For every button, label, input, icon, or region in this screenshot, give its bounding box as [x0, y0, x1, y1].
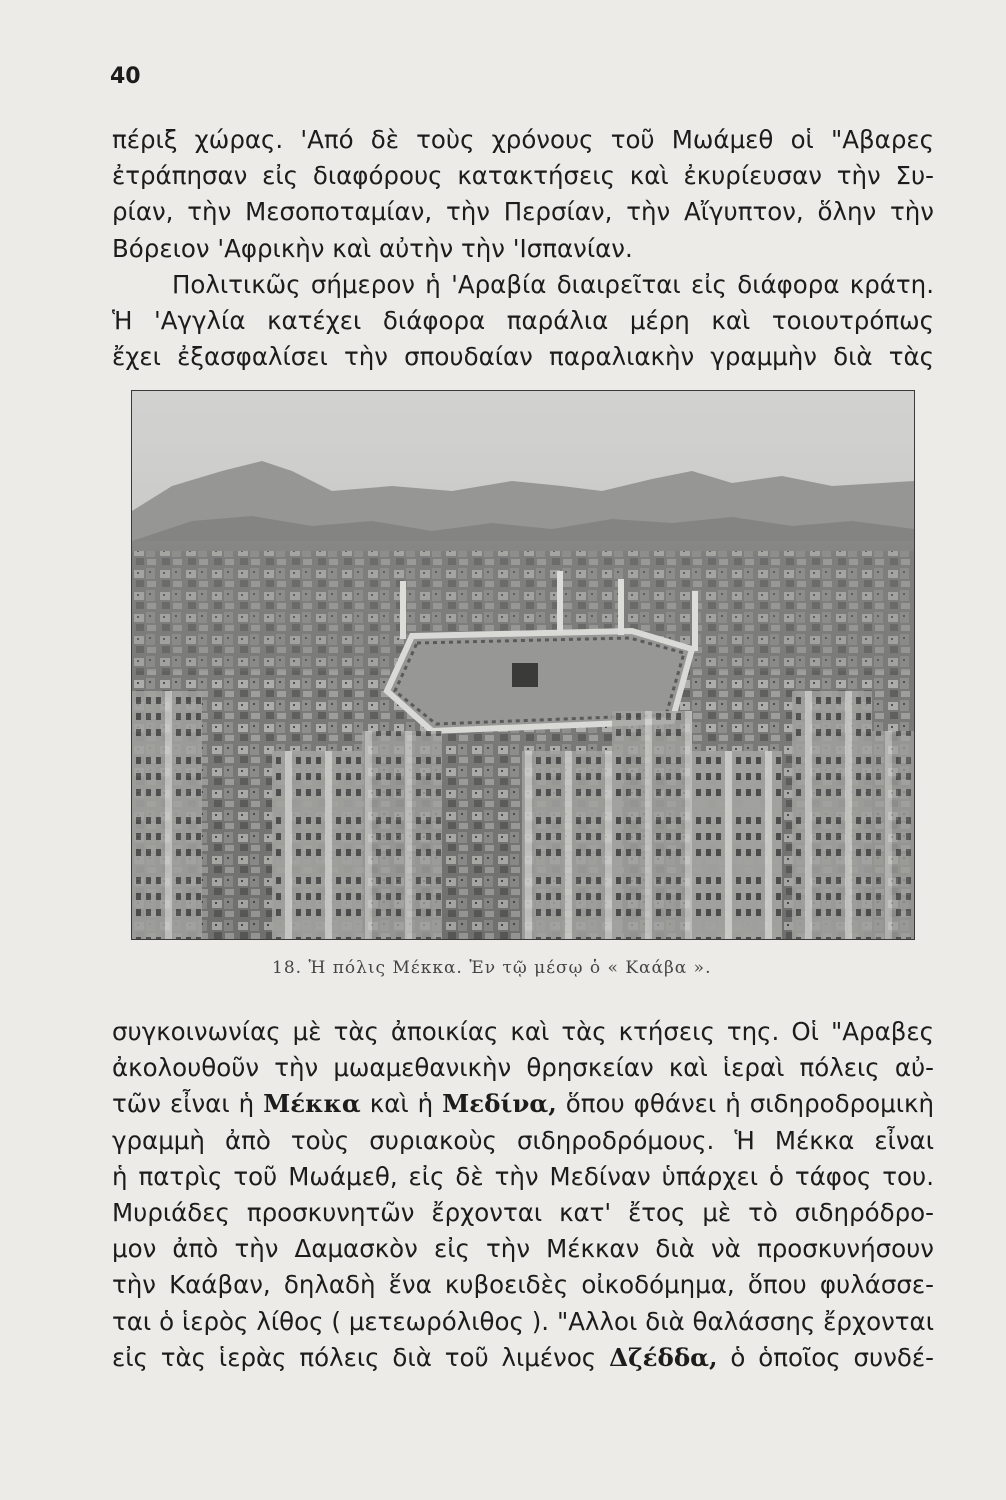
text-line: Ἡ 'Αγγλία κατέχει διάφορα παράλια μέρη καὶ τοιουτρόπως [112, 305, 934, 335]
place-name-medina: Μεδίνα, [442, 1089, 557, 1119]
text-line: γραμμὴ ἀπὸ τοὺς συριακοὺς σιδηροδρόμους. Ἡ Μέκκα εἶναι [112, 1125, 934, 1155]
place-name-jeddah: Δζέδδα, [609, 1342, 718, 1372]
text-line: ται ὁ ἱερὸς λίθος ( μετεωρόλιθος ). "Αλλοι διὰ θαλάσσης ἔρχονται [112, 1306, 934, 1336]
text-line: ἐτράπησαν εἰς διαφόρους κατακτήσεις καὶ ἐκυρίευσαν τὴν Συ- [112, 161, 934, 191]
text-block-top [112, 122, 934, 375]
text-line: ἀκολουθοῦν τὴν μωαμεθανικὴν θρησκείαν καὶ ἱεραὶ πόλεις αὐ- [112, 1053, 934, 1083]
text-segment: ὅπου φθάνει ἡ σιδηροδρομικὴ [556, 1089, 934, 1119]
text-line: συγκοινωνίας μὲ τὰς ἀποικίας καὶ τὰς κτήσεις της. Οἱ "Αραβες [112, 1017, 934, 1046]
text-line: τὴν Καάβαν, δηλαδὴ ἕνα κυβοειδὲς οἰκοδόμημα, ὅπου φυλάσσε- [112, 1270, 934, 1300]
text-segment: καὶ ἡ [360, 1089, 443, 1119]
text-line: ρίαν, τὴν Μεσοποταμίαν, τὴν Περσίαν, τὴν Αἴγυπτον, ὅλην τὴν [112, 197, 934, 227]
text-line: πέριξ χώρας. 'Από δὲ τοὺς χρόνους τοῦ Μωάμεθ οἱ "Αβαρες [112, 125, 934, 154]
text-segment: τῶν εἶναι ἡ [112, 1089, 264, 1119]
text-line: Πολιτικῶς σήμερον ἡ 'Αραβία διαιρεῖται εἰς διάφορα κράτη. [172, 269, 934, 299]
page-number: 40 [110, 64, 141, 89]
place-name-mecca: Μέκκα [263, 1089, 361, 1119]
text-line: Μυριάδες προσκυνητῶν ἔρχονται κατ' ἔτος μὲ τὸ σιδηρόδρο- [112, 1197, 934, 1227]
mecca-photograph [131, 390, 915, 940]
text-line: ἔχει ἐξασφαλίσει τὴν σπουδαίαν παραλιακὴν γραμμὴν διὰ τὰς [112, 342, 934, 372]
text-line: μον ἀπὸ τὴν Δαμασκὸν εἰς τὴν Μέκκαν διὰ νὰ προσκυνήσουν [112, 1234, 934, 1264]
text-line: Βόρειον 'Αφρικὴν καὶ αὐτὴν τὴν 'Ισπανίαν. [112, 233, 633, 263]
figure-caption: 18. Ἡ πόλις Μέκκα. Ἐν τῷ μέσῳ ὁ « Καάβα ». [272, 958, 712, 978]
text-block-bottom [112, 1014, 934, 1376]
text-line [112, 1086, 934, 1122]
text-segment: ὁ ὁποῖος συνδέ- [717, 1342, 934, 1372]
text-segment: εἰς τὰς ἱερὰς πόλεις διὰ τοῦ λιμένος [112, 1342, 610, 1372]
text-line: ἡ πατρὶς τοῦ Μωάμεθ, εἰς δὲ τὴν Μεδίναν ὑπάρχει ὁ τάφος του. [112, 1161, 934, 1191]
text-line [112, 1340, 934, 1376]
